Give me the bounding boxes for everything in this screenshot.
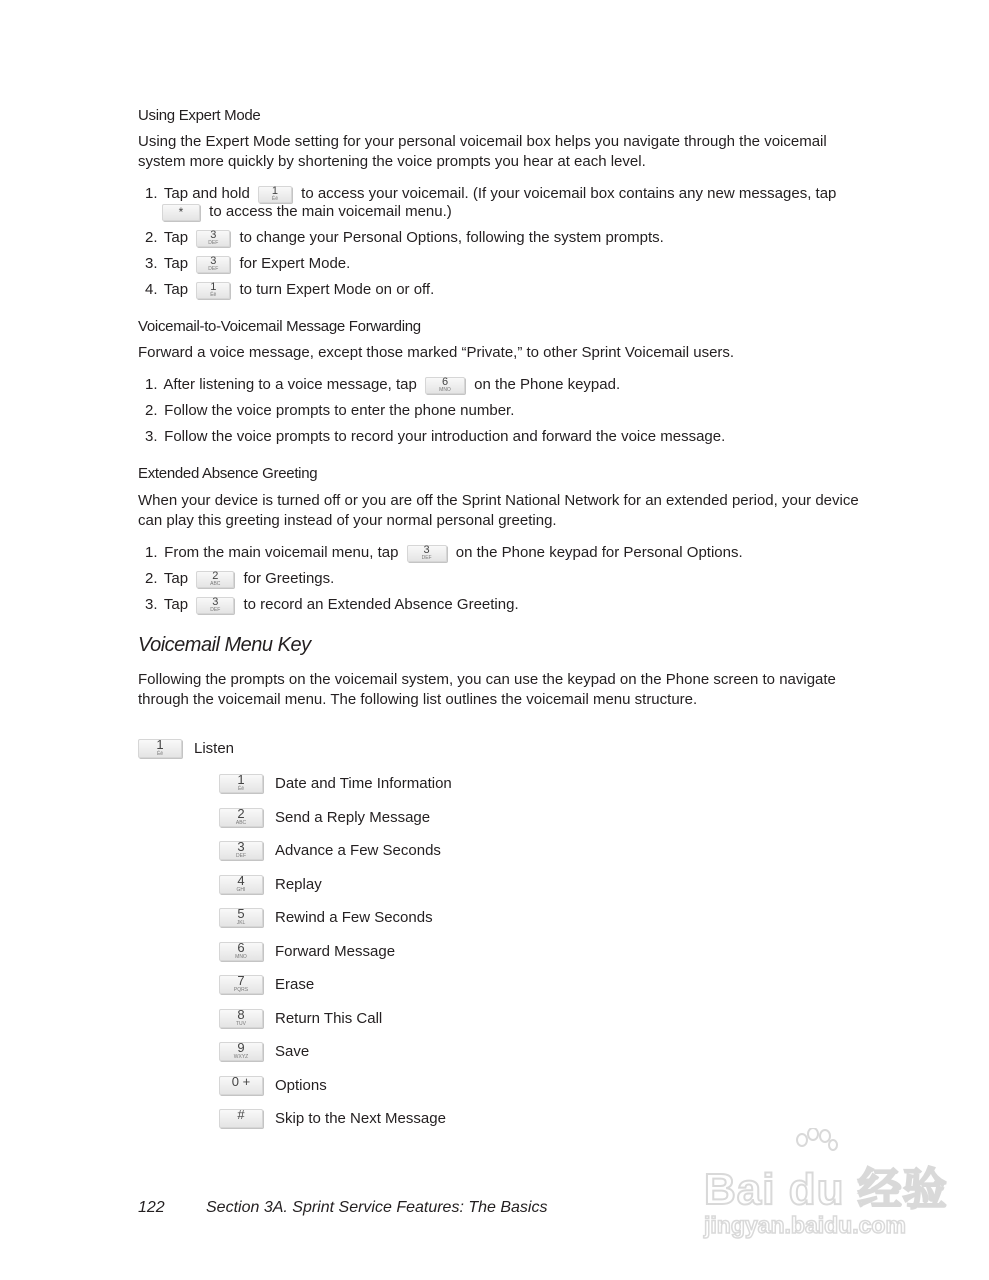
menu-item-label: Erase bbox=[275, 975, 315, 993]
keypad-key-icon: 4 GHI bbox=[219, 875, 263, 894]
expert-mode-intro: Using the Expert Mode setting for your personal voicemail box helps you navigate through the voicemail system more quickly by shortening the voice prompts you hear at each level. bbox=[138, 133, 827, 170]
key-1-icon: 1 Ēē bbox=[138, 739, 182, 758]
footer-section-title: Section 3A. Sprint Service Features: The Basics bbox=[206, 1199, 548, 1216]
key-2-icon: 2 ABC bbox=[196, 571, 234, 588]
absence-intro: When your device is turned off or you are off the Sprint National Network for an extended period, your device can play this greeting instead of your normal personal greeting. bbox=[138, 492, 859, 529]
key-3-icon: 3 DEF bbox=[196, 597, 234, 614]
menu-item-label: Date and Time Information bbox=[275, 774, 452, 792]
expert-mode-heading: Using Expert Mode bbox=[138, 107, 261, 124]
keypad-key-icon: 9 WXYZ bbox=[219, 1042, 263, 1061]
baidu-watermark bbox=[700, 1128, 948, 1248]
menu-item-label: Forward Message bbox=[275, 942, 396, 960]
menu-item bbox=[219, 839, 441, 861]
expert-step-4: 4. Tap 1 Ēē to turn Expert Mode on or off. bbox=[145, 280, 435, 298]
keypad-key-icon: # bbox=[219, 1109, 263, 1128]
menu-item bbox=[219, 806, 430, 828]
keypad-key-icon: 7 PQRS bbox=[219, 975, 263, 994]
key-3-icon: 3 DEF bbox=[196, 230, 230, 247]
keypad-key-icon: 2 ABC bbox=[219, 808, 263, 827]
forwarding-step-3: 3. Follow the voice prompts to record your introduction and forward the voice message. bbox=[145, 428, 726, 445]
key-3-icon: 3 DEF bbox=[407, 545, 447, 562]
menu-item bbox=[219, 1007, 382, 1029]
keypad-key-icon: 6 MNO bbox=[219, 942, 263, 961]
menu-item-label: Advance a Few Seconds bbox=[275, 841, 441, 859]
expert-step-3: 3. Tap 3 DEF for Expert Mode. bbox=[145, 254, 351, 272]
absence-heading: Extended Absence Greeting bbox=[138, 465, 318, 482]
menu-item-label: Options bbox=[275, 1076, 327, 1094]
menu-key-title: Voicemail Menu Key bbox=[138, 634, 311, 656]
menu-item bbox=[219, 772, 452, 794]
expert-step-1: 1. Tap and hold 1 Ēē to access your voicemail. (If your voicemail box contains any new messages, tap bbox=[145, 184, 837, 202]
star-key-icon: * bbox=[162, 204, 200, 221]
menu-item bbox=[219, 1074, 327, 1096]
menu-item-label: Rewind a Few Seconds bbox=[275, 908, 433, 926]
absence-step-2: 2. Tap 2 ABC for Greetings. bbox=[145, 569, 335, 587]
watermark-brand: Bai du 经验 bbox=[704, 1165, 948, 1214]
paw-icon bbox=[794, 1128, 838, 1158]
keypad-key-icon: 8 TUV bbox=[219, 1009, 263, 1028]
menu-item bbox=[219, 873, 322, 895]
key-3-icon: 3 DEF bbox=[196, 256, 230, 273]
keypad-key-icon: 1 Ēē bbox=[219, 774, 263, 793]
absence-step-3: 3. Tap 3 DEF to record an Extended Absence Greeting. bbox=[145, 595, 519, 613]
menu-item bbox=[219, 1040, 309, 1062]
menu-item bbox=[219, 973, 314, 995]
expert-step-2: 2. Tap 3 DEF to change your Personal Options, following the system prompts. bbox=[145, 228, 664, 246]
forwarding-step-2: 2. Follow the voice prompts to enter the phone number. bbox=[145, 402, 515, 419]
key-6-icon: 6 MNO bbox=[425, 377, 465, 394]
menu-item-label: Skip to the Next Message bbox=[275, 1109, 446, 1127]
key-1-icon: 1 Ēē bbox=[196, 282, 230, 299]
absence-step-1: 1. From the main voicemail menu, tap 3 DEF on the Phone keypad for Personal Options. bbox=[145, 543, 743, 561]
forwarding-intro: Forward a voice message, except those marked “Private,” to other Sprint Voicemail users. bbox=[138, 344, 735, 361]
watermark-url: jingyan.baidu.com bbox=[704, 1212, 906, 1238]
menu-item bbox=[219, 1107, 446, 1129]
page-number: 122 bbox=[138, 1199, 165, 1216]
menu-item bbox=[219, 940, 395, 962]
keypad-key-icon: 3 DEF bbox=[219, 841, 263, 860]
keypad-key-icon: 0 + bbox=[219, 1076, 263, 1095]
key-1-icon: 1 Ēē bbox=[258, 186, 292, 203]
forwarding-step-1: 1. After listening to a voice message, tap 6 MNO on the Phone keypad. bbox=[145, 375, 621, 393]
menu-item-label: Replay bbox=[275, 875, 322, 893]
menu-top-listen: 1 Ēē Listen bbox=[138, 737, 234, 759]
keypad-key-icon: 5 JKL bbox=[219, 908, 263, 927]
menu-item-label: Save bbox=[275, 1042, 310, 1060]
menu-item-label: Return This Call bbox=[275, 1009, 383, 1027]
forwarding-heading: Voicemail-to-Voicemail Message Forwarding bbox=[138, 318, 421, 335]
menu-item bbox=[219, 906, 433, 928]
menu-item-label: Send a Reply Message bbox=[275, 808, 431, 826]
menu-key-intro: Following the prompts on the voicemail system, you can use the keypad on the Phone screen to navigate through the voicemail menu. The following list outlines the voicemail menu structure. bbox=[138, 671, 836, 708]
expert-step-1-continued: * to access the main voicemail menu.) bbox=[162, 202, 452, 222]
